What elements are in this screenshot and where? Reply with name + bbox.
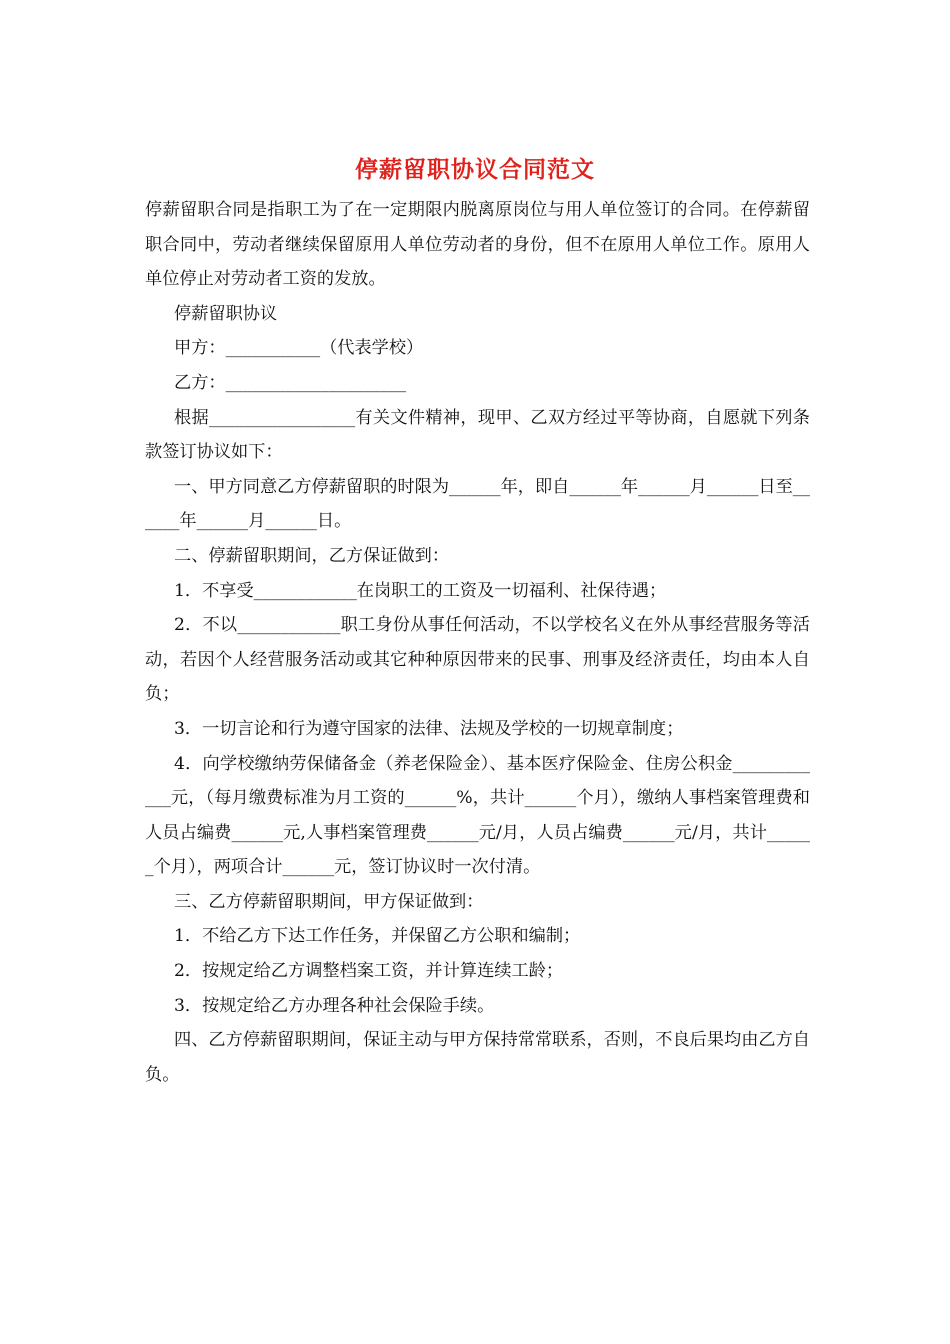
party-b-line: 乙方：_____________________ — [174, 372, 407, 393]
clause-2-item-4: 4．向学校缴纳劳保储备金（养老保险金）、基本医疗保险金、住房公积金____________元，（每月缴费标准为月工资的______%，共计______个月），缴纳人事档案管理费和人员占编费______元,人事档案管理费______元/月，人员占编费______元/月，共计______个月），两项合计______元，签订协议时一次付清。 — [145, 753, 810, 878]
clause-4: 四、乙方停薪留职期间，保证主动与甲方保持常常联系，否则，不良后果均由乙方自负。 — [145, 1030, 810, 1085]
intro-paragraph: 停薪留职合同是指职工为了在一定期限内脱离原岗位与用人单位签订的合同。在停薪留职合同中，劳动者继续保留原用人单位劳动者的身份，但不在原用人单位工作。原用人单位停止对劳动者工资的发放。 — [145, 200, 810, 290]
clause-2-item-1: 1．不享受____________在岗职工的工资及一切福利、社保待遇； — [174, 580, 667, 601]
document-body — [145, 193, 810, 1092]
clause-2-heading: 二、停薪留职期间，乙方保证做到： — [174, 545, 450, 566]
clause-3-item-1: 1．不给乙方下达工作任务，并保留乙方公职和编制； — [174, 926, 581, 947]
basis-paragraph: 根据_________________有关文件精神，现甲、乙双方经过平等协商，自愿就下列条款签订协议如下： — [145, 407, 810, 463]
clause-1: 一、甲方同意乙方停薪留职的时限为______年，即自______年______月______日至______年______月______日。 — [145, 476, 810, 532]
clause-2-item-2: 2．不以____________职工身份从事任何活动，不以学校名义在外从事经营服务等活动，若因个人经营服务活动或其它种种原因带来的民事、刑事及经济责任，均由本人自负； — [145, 615, 810, 705]
clause-3-heading: 三、乙方停薪留职期间，甲方保证做到： — [174, 891, 484, 912]
party-a-line: 甲方：___________（代表学校） — [174, 338, 424, 359]
agreement-title: 停薪留职协议 — [174, 303, 278, 324]
clause-3-item-2: 2．按规定给乙方调整档案工资，并计算连续工龄； — [174, 961, 564, 982]
document-title: 停薪留职协议合同范文 — [355, 156, 595, 183]
clause-2-item-3: 3．一切言论和行为遵守国家的法律、法规及学校的一切规章制度； — [174, 718, 684, 739]
clause-3-item-3: 3．按规定给乙方办理各种社会保险手续。 — [174, 995, 495, 1016]
